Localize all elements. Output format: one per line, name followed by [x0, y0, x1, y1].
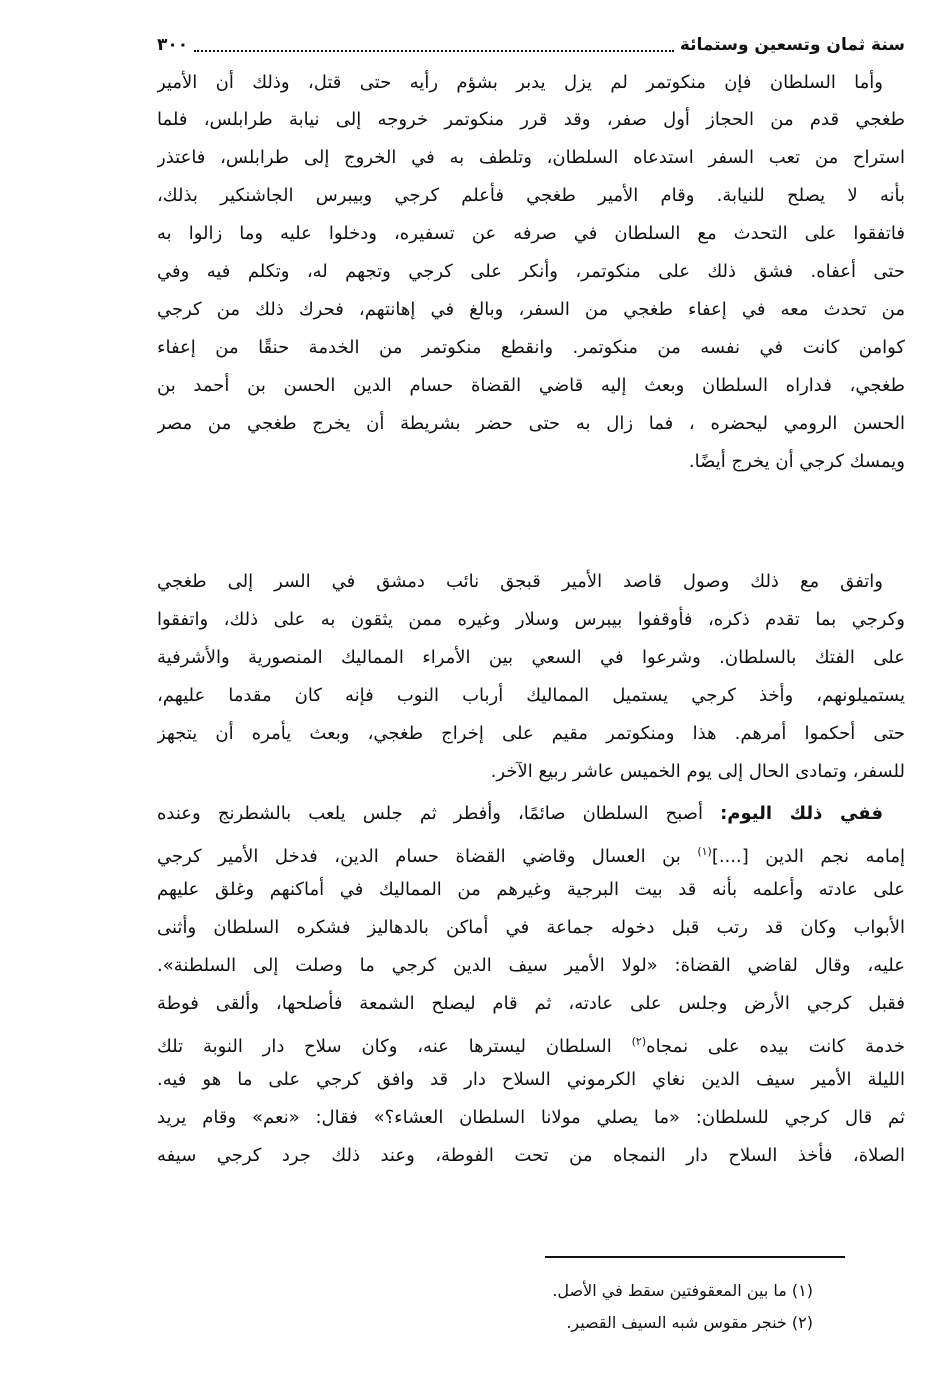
text-line: كوامن كانت في نفسه من منكوتمر. وانقطع منكوتمر من الخدمة حنقًا من إعفاء — [157, 337, 905, 358]
line-text: خدمة كانت بيده على نمجاه — [646, 1036, 905, 1057]
text-line: الليلة الأمير سيف الدين نغاي الكرموني السلاح دار قد وافق كرجي على ما هو فيه. — [157, 1069, 905, 1090]
text-line: واتفق مع ذلك وصول قاصد الأمير قبجق نائب دمشق في السر إلى طغجي — [157, 571, 883, 592]
text-line: وكرجي بما تقدم ذكره، فأوقفوا بيبرس وسلار وغيره ممن يثقون به على ذلك، واتفقوا — [157, 609, 905, 630]
text-line: يستميلونهم، وأخذ كرجي يستميل المماليك أرباب النوب فإنه كان مقدما عليهم، — [157, 685, 905, 706]
text-line — [157, 1023, 905, 1061]
running-title: سنة ثمان وتسعين وستمائة — [679, 35, 905, 55]
text-line: الحسن الرومي ليحضره ، فما زال به حتى حضر بشريطة أن يخرج طغجي من مصر — [157, 413, 905, 434]
text-line: الأبواب وكان قد رتب قبل دخوله جماعة في أماكن بالدهاليز فشكره السلطان وأثنى — [157, 917, 905, 938]
text-line: على عادته وأعلمه بأنه قد بيت البرجية وغيرهم من المماليك في أماكنهم وغلق عليهم — [157, 879, 905, 900]
line-text: السلطان ليسترها عنه، وكان سلاح دار النوبة تلك — [157, 1036, 632, 1057]
text-line: عليه، وقال لقاضي القضاة: «لولا الأمير سيف الدين كرجي ما وصلت إلى السلطنة». — [157, 955, 905, 976]
text-line: حتى أعفاه. فشق ذلك على منكوتمر، وأنكر على كرجي وتجهم له، وتكلم فيه وفي — [157, 261, 905, 282]
text-line: الصلاة، فأخذ السلاح دار النمجاه من تحت الفوطة، وعند ذلك جرد كرجي سيفه — [157, 1145, 905, 1166]
text-line: على الفتك بالسلطان. وشرعوا في السعي بين الأمراء المماليك المنصورية والأشرفية — [157, 647, 905, 668]
footnote-separator — [545, 1256, 845, 1258]
footnote-reference[interactable]: (١) — [697, 845, 712, 858]
text-line: فاتفقوا على التحدث مع السلطان في صرفه عن تسفيره، ودخلوا عليه وما زالوا به — [157, 223, 905, 244]
text-line: ثم قال كرجي للسلطان: «ما يصلي مولانا السلطان العشاء؟» فقال: «نعم» وقام يريد — [157, 1107, 905, 1128]
line-text: إمامه نجم الدين [....] — [711, 846, 905, 867]
text-line: وأما السلطان فإن منكوتمر لم يزل يدبر بشؤم رأيه حتى قتل، وذلك أن الأمير — [157, 72, 883, 93]
text-line — [157, 833, 905, 871]
footnote-2: (٢) خنجر مقوس شبه السيف القصير. — [566, 1313, 813, 1332]
line-text: أصبح السلطان صائمًا، وأفطر ثم جلس يلعب بالشطرنج وعنده — [157, 803, 721, 824]
text-line: ويمسك كرجي أن يخرج أيضًا. — [688, 451, 905, 472]
text-line: طغجي، فداراه السلطان وبعث إليه قاضي القضاة حسام الدين الحسن بن أحمد بن — [157, 375, 905, 396]
text-line: للسفر، وتمادى الحال إلى يوم الخميس عاشر ربيع الآخر. — [490, 761, 905, 782]
text-line: استراح من تعب السفر استدعاه السلطان، وتلطف به في الخروج إلى طرابلس، فاعتذر — [157, 147, 905, 168]
text-line: بأنه لا يصلح للنيابة. وقام الأمير طغجي فأعلم كرجي وبيبرس الجاشنكير بذلك، — [157, 185, 905, 206]
text-line: حتى أحكموا أمرهم. هذا ومنكوتمر مقيم على إخراج طغجي، وبعث يأمره أن يتجهز — [157, 723, 905, 744]
text-line: فقبل كرجي الأرض وجلس على عادته، ثم قام ليصلح الشمعة فأصلحها، وألقى فوطة — [157, 993, 905, 1014]
page-number: ٣٠٠ — [157, 35, 189, 55]
running-header — [157, 30, 905, 60]
footnote-1: (١) ما بين المعقوفتين سقط في الأصل. — [552, 1281, 813, 1300]
text-line: طغجي قدم من الحجاز أول صفر، وقد قرر منكوتمر خروجه إلى نيابة طرابلس، فلما — [157, 109, 905, 130]
text-line — [157, 795, 905, 833]
text-line: من تحدث معه في إعفاء طغجي من السفر، وبالغ في إهانتهم، فحرك ذلك من كرجي — [157, 299, 905, 320]
line-text: بن العسال وقاضي القضاة حسام الدين، فدخل الأمير كرجي — [157, 846, 698, 867]
footnote-reference[interactable]: (٢) — [631, 1035, 647, 1048]
leader-dots — [194, 38, 674, 52]
paragraph-lead: ففي ذلك اليوم: — [720, 803, 883, 824]
